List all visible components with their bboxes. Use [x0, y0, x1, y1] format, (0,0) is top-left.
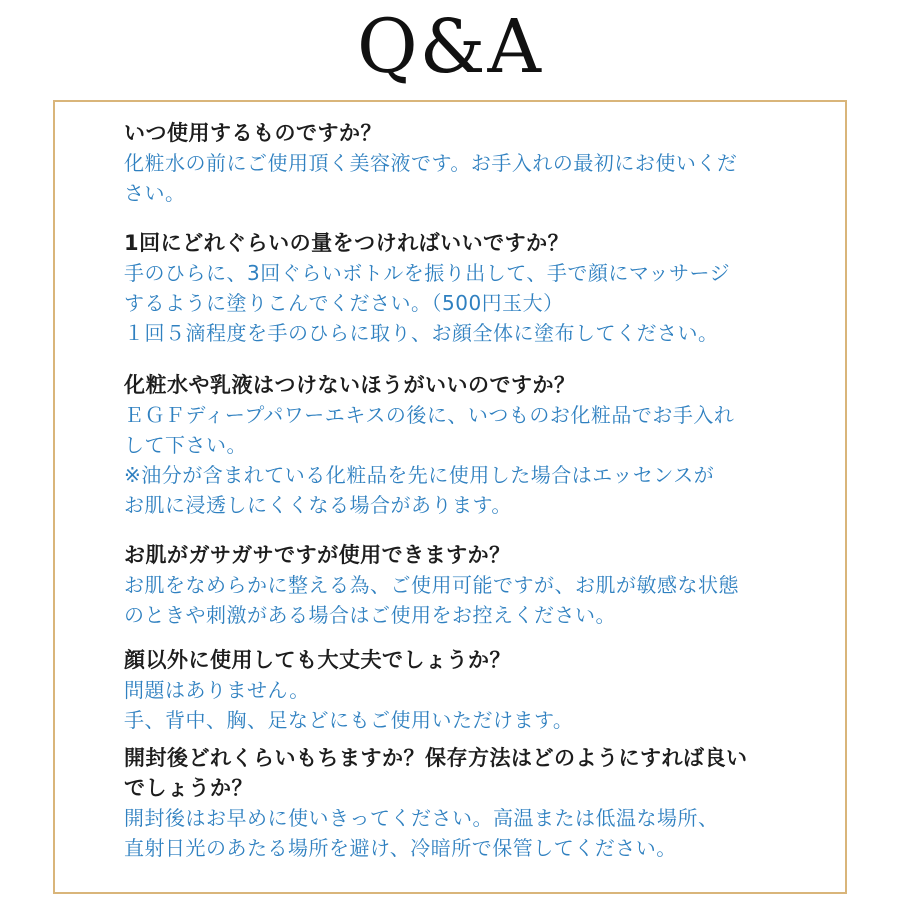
answer-text: 化粧水の前にご使用頂く美容液です。お手入れの最初にお使いくだ	[124, 151, 738, 175]
question-text: 顔以外に使用しても大丈夫でしょうか？	[124, 648, 511, 672]
answer-text: 手のひらに、3回ぐらいボトルを振り出して、手で顔にマッサージ	[124, 261, 731, 285]
answer-text: のときや刺激がある場合はご使用をお控えください。	[124, 603, 616, 627]
answer-text: お肌に浸透しにくくなる場合があります。	[124, 493, 512, 517]
qa-item	[124, 228, 824, 348]
question-text: お肌がガサガサですが使用できますか？	[124, 543, 511, 567]
answer-text: して下さい。	[124, 433, 247, 457]
qa-item	[124, 743, 824, 863]
qa-item	[124, 118, 824, 208]
answer-text: 問題はありません。	[124, 678, 310, 702]
qa-item	[124, 370, 824, 520]
answer-text: ＥＧＦディープパワーエキスの後に、いつものお化粧品でお手入れ	[124, 403, 735, 427]
page-title: Q&A	[357, 4, 543, 90]
question-text: 化粧水や乳液はつけないほうがいいのですか？	[124, 373, 576, 397]
answer-text: 直射日光のあたる場所を避け、冷暗所で保管してください。	[124, 836, 677, 860]
answer-text: 開封後はお早めに使いきってください。高温または低温な場所、	[124, 806, 719, 830]
question-text: でしょうか？	[124, 776, 253, 800]
answer-text: お肌をなめらかに整える為、ご使用可能ですが、お肌が敏感な状態	[124, 573, 739, 597]
answer-text: １回５滴程度を手のひらに取り、お顔全体に塗布してください。	[124, 321, 719, 345]
answer-text: 手、背中、胸、足などにもご使用いただけます。	[124, 708, 574, 732]
qa-item	[124, 540, 824, 630]
question-text: いつ使用するものですか？	[124, 121, 382, 145]
answer-text: するように塗りこんでください。（500円玉大）	[124, 291, 564, 315]
question-text: 開封後どれくらいもちますか？保存方法はどのようにすれば良い	[124, 746, 748, 770]
answer-text: さい。	[124, 181, 186, 205]
question-text: 1回にどれぐらいの量をつければいいですか？	[124, 231, 570, 255]
qa-item	[124, 645, 824, 735]
answer-text: ※油分が含まれている化粧品を先に使用した場合はエッセンスが	[124, 463, 715, 487]
